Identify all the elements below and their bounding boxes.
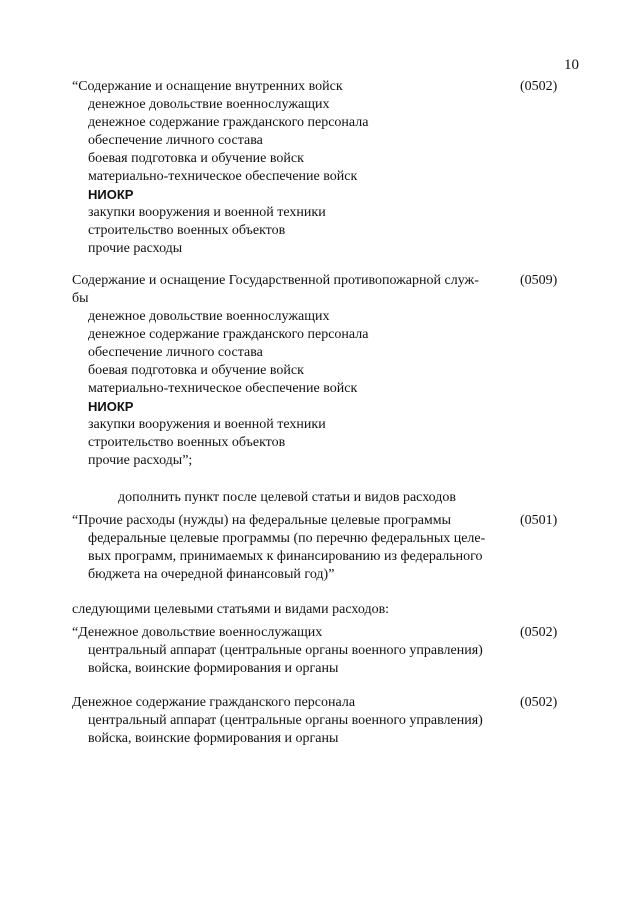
section5-code: (0502): [520, 695, 558, 710]
section4-title: “Денежное довольствие военнослужащих: [72, 625, 323, 640]
section3-line: вых программ, принимаемых к финансированию из федерального: [88, 549, 483, 564]
section3-title: “Прочие расходы (нужды) на федеральные целевые программы: [72, 513, 452, 528]
section2-item: прочие расходы”;: [88, 453, 193, 468]
section3-line: федеральные целевые программы (по перечню федеральных целе-: [88, 531, 486, 546]
section2-title-continued: бы: [72, 291, 89, 306]
section2-item: материально-техническое обеспечение войск: [88, 381, 358, 396]
section1-item: закупки вооружения и военной техники: [88, 205, 326, 220]
section3-header: [0, 512, 640, 530]
section2-title: Содержание и оснащение Государственной противопожарной служ-: [72, 273, 479, 288]
section3-code: (0501): [520, 513, 558, 528]
section2-item: боевая подготовка и обучение войск: [88, 363, 304, 378]
section1-item: боевая подготовка и обучение войск: [88, 151, 304, 166]
section2-item: НИОКР: [88, 399, 134, 414]
instruction-insert-after: дополнить пункт после целевой статьи и видов расходов: [118, 490, 457, 505]
section5-title: Денежное содержание гражданского персонала: [72, 695, 356, 710]
page-number: 10: [564, 57, 579, 73]
section1-item: денежное довольствие военнослужащих: [88, 97, 330, 112]
section2-item: обеспечение личного состава: [88, 345, 263, 360]
section1-item: прочие расходы: [88, 241, 183, 256]
section3-line: бюджета на очередной финансовый год)”: [88, 567, 335, 582]
section1-code: (0502): [520, 79, 558, 94]
section1-item: НИОКР: [88, 187, 134, 202]
section5-line: центральный аппарат (центральные органы военного управления): [88, 713, 483, 728]
section4-code: (0502): [520, 625, 558, 640]
section4-header: [0, 624, 640, 642]
section1-header: [0, 78, 640, 96]
section2-item: закупки вооружения и военной техники: [88, 417, 326, 432]
section5-header: [0, 694, 640, 712]
section5-line: войска, воинские формирования и органы: [88, 731, 339, 746]
section4-line: войска, воинские формирования и органы: [88, 661, 339, 676]
section2-item: денежное довольствие военнослужащих: [88, 309, 330, 324]
section2-item: денежное содержание гражданского персонала: [88, 327, 369, 342]
section2-header: [0, 272, 640, 290]
section1-item: строительство военных объектов: [88, 223, 286, 238]
section1-title: “Содержание и оснащение внутренних войск: [72, 79, 343, 94]
section2-item: строительство военных объектов: [88, 435, 286, 450]
section4-line: центральный аппарат (центральные органы военного управления): [88, 643, 483, 658]
section1-item: денежное содержание гражданского персонала: [88, 115, 369, 130]
section1-item: материально-техническое обеспечение войск: [88, 169, 358, 184]
section2-code: (0509): [520, 273, 558, 288]
instruction-following-items: следующими целевыми статьями и видами расходов:: [72, 602, 390, 617]
section1-item: обеспечение личного состава: [88, 133, 263, 148]
